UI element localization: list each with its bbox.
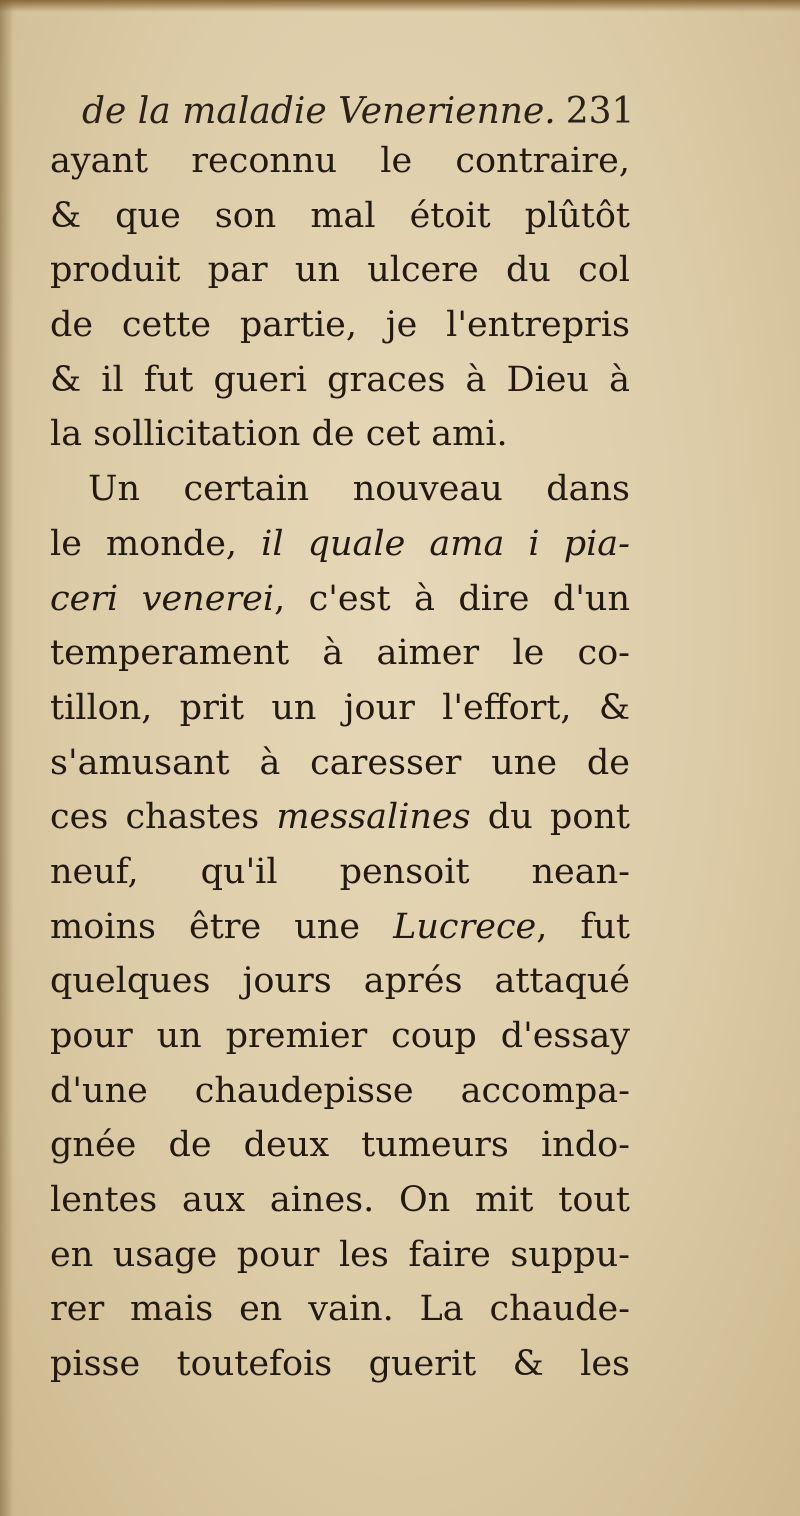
text-segment: en usage pour les faire suppu- [50,1234,630,1275]
text-segment: pour un premier coup d'essay [50,1016,630,1056]
text-line [50,243,630,298]
text-line [50,845,630,900]
text-segment: temperament à aimer le co- [50,633,630,674]
running-head-title: de la maladie Venerienne. [82,91,556,132]
text-line [50,736,630,791]
text-segment: la sollicitation de cet ami. [50,414,508,455]
text-segment: produit par un ulcere du col [50,250,630,291]
text-line [50,1282,630,1337]
text-segment: rer mais en vain. La chaude- [50,1289,630,1330]
text-segment: gnée de deux tumeurs indo- [50,1125,630,1166]
italic-text: il quale ama i pia- [261,523,630,564]
text-line [50,1009,630,1064]
text-segment: lentes aux aines. On mit tout [50,1180,630,1221]
text-line [50,517,630,572]
text-line [50,626,630,681]
text-segment: , fut [536,906,630,947]
text-segment: ayant reconnu le contraire, [50,141,630,181]
text-line [50,1173,630,1228]
text-line [50,353,630,408]
italic-text: ceri venerei [50,578,275,619]
text-line [50,298,630,353]
italic-text: Lucrece [393,906,537,947]
text-segment: & que son mal étoit plûtôt [50,195,630,236]
text-line [50,189,630,244]
text-line [50,790,630,845]
italic-text: messalines [276,797,471,838]
text-line [50,462,630,517]
text-segment: tillon, prit un jour l'effort, & [50,687,630,728]
running-head [82,88,642,136]
text-segment: s'amusant à caresser une de [50,742,630,783]
text-segment: du pont [470,797,630,838]
body-text [50,134,630,1392]
text-segment: quelques jours aprés attaqué [50,961,630,1002]
text-line [50,954,630,1009]
page-top-edge [0,0,800,12]
text-line [50,134,630,189]
text-segment: Un certain nouveau dans [88,469,630,510]
text-line [50,1118,630,1173]
text-segment: ces chastes [50,797,277,838]
text-segment: d'une chaudepisse accompa- [50,1070,630,1111]
text-line [50,681,630,736]
page-gutter-shadow [0,0,14,1516]
text-line [50,407,630,462]
text-line [50,900,630,955]
text-segment: & il fut gueri graces à Dieu à [50,359,630,400]
text-segment: de cette partie, je l'entrepris [50,305,630,346]
text-line [50,1337,630,1392]
text-line [50,1064,630,1119]
text-segment: le monde, [50,523,262,564]
text-line [50,1228,630,1283]
page-number: 231 [565,91,635,132]
text-segment: , c'est à dire d'un [274,578,630,619]
text-line [50,572,630,627]
text-segment: pisse toutefois guerit & les [50,1344,630,1385]
text-segment: neuf, qu'il pensoit nean- [50,851,630,892]
text-segment: moins être une [50,906,394,947]
